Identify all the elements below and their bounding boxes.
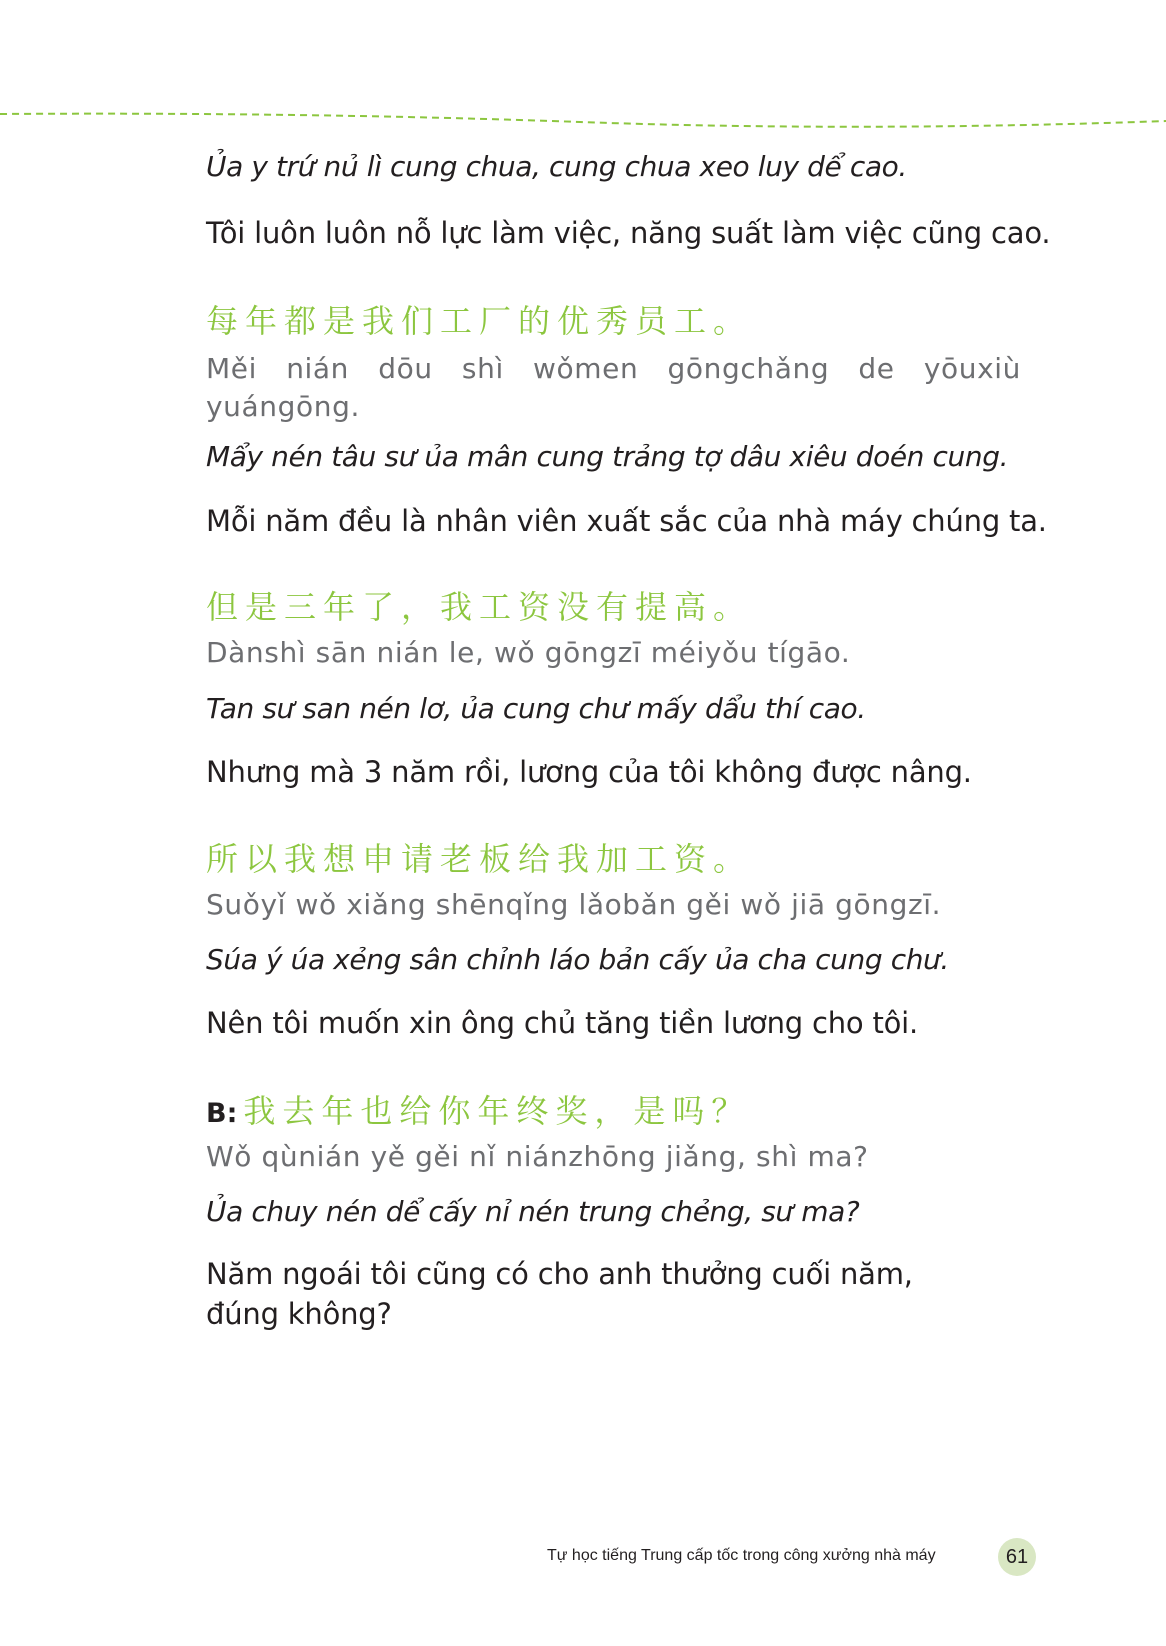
pinyin-line: Měi nián dōu shì wǒmen gōngchǎng de yōuxiù yuángōng. [206, 352, 1021, 423]
chinese-sentence: 我去年也给你年终奖，是吗？ [243, 1092, 751, 1130]
book-title: Tự học tiếng Trung cấp tốc trong công xưởng nhà máy [547, 1547, 936, 1564]
pinyin-line: Dànshì sān nián le, wǒ gōngzī méiyǒu tígāo. [206, 636, 851, 669]
vietnamese-translation: Mỗi năm đều là nhân viên xuất sắc của nhà máy chúng ta. [206, 504, 1047, 538]
page-number-badge [998, 1538, 1036, 1576]
dashed-divider [0, 108, 1166, 128]
chinese-sentence: 每年都是我们工厂的优秀员工。 [206, 302, 753, 340]
transliteration-line: Ủa y trứ nủ lì cung chua, cung chua xeo luy dể cao. [206, 150, 907, 183]
page-number: 61 [1005, 1545, 1029, 1568]
transliteration-line: Mẩy nén tâu sư ủa mân cung trảng tợ dâu xiêu doén cung. [206, 440, 1009, 473]
transliteration-line: Ủa chuy nén dể cấy nỉ nén trung chẻng, sư ma? [206, 1195, 860, 1228]
chinese-sentence-with-speaker [206, 1086, 750, 1132]
transliteration-line: Tan sư san nén lơ, ủa cung chư mấy dẩu thí cao. [206, 692, 866, 725]
vietnamese-translation: Nên tôi muốn xin ông chủ tăng tiền lương cho tôi. [206, 1006, 919, 1040]
pinyin-line: Wǒ qùnián yě gěi nǐ niánzhōng jiǎng, shì ma? [206, 1140, 869, 1173]
vietnamese-translation: Tôi luôn luôn nỗ lực làm việc, năng suất làm việc cũng cao. [206, 216, 1051, 250]
vietnamese-translation: Nhưng mà 3 năm rồi, lương của tôi không được nâng. [206, 755, 972, 789]
transliteration-line: Súa ý úa xẻng sân chỉnh láo bản cấy ủa cha cung chư. [206, 943, 949, 976]
vietnamese-translation: Năm ngoái tôi cũng có cho anh thưởng cuối năm, đúng không? [206, 1257, 913, 1331]
speaker-label: B: [206, 1098, 238, 1129]
chinese-sentence: 但是三年了，我工资没有提高。 [206, 588, 753, 626]
pinyin-line: Suǒyǐ wǒ xiǎng shēnqǐng lǎobǎn gěi wǒ jiā gōngzī. [206, 888, 942, 921]
chinese-sentence: 所以我想申请老板给我加工资。 [206, 840, 753, 878]
